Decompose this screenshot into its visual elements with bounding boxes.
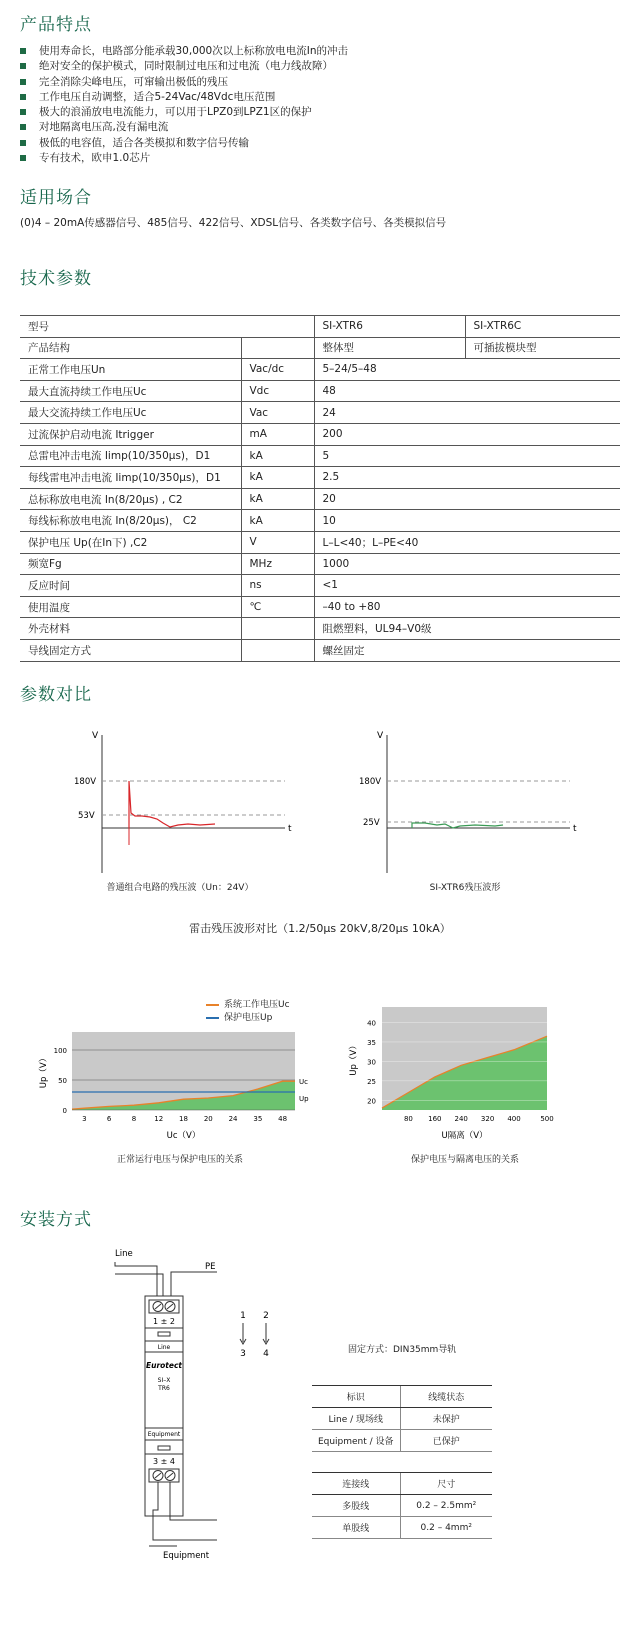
tag-line: Line bbox=[157, 1344, 171, 1351]
header-cell: SI-XTR6C bbox=[465, 316, 620, 338]
wave-right-level-180: 180V bbox=[359, 777, 382, 787]
pin-2: 2 bbox=[263, 1311, 269, 1321]
chart-uc-vs-up bbox=[30, 1020, 330, 1150]
x-tick-label: 35 bbox=[253, 1115, 263, 1123]
table-row: 每线雷电冲击电流 Iimp(10/350μs)，D1 kA 2.5 bbox=[20, 467, 620, 489]
table-row: 多股线 0.2 – 2.5mm² bbox=[312, 1495, 492, 1517]
list-item: 绝对安全的保护模式，同时限制过电压和过电流（电力线故障） bbox=[20, 59, 348, 74]
y-tick-label: 100 bbox=[53, 1047, 67, 1055]
header-cell bbox=[241, 316, 314, 338]
comparison-main-caption: 雷击残压波形对比（1.2/50μs 20kV,8/20μs 10kA） bbox=[189, 922, 451, 935]
spec-table bbox=[20, 315, 620, 662]
terminal-top-label: 1 ± 2 bbox=[153, 1317, 175, 1326]
legend-label-uc: 系统工作电压Uc bbox=[224, 1000, 290, 1010]
end-label-uc: Uc bbox=[299, 1078, 308, 1087]
wave-left-trace bbox=[129, 781, 215, 828]
legend-label-up: 保护电压Up bbox=[224, 1013, 273, 1023]
list-item: 对地隔离电压高,没有漏电流 bbox=[20, 120, 348, 135]
x-tick-label: 320 bbox=[480, 1115, 495, 1123]
table-header-row: 连接线 尺寸 bbox=[312, 1473, 492, 1495]
wave-right-diagram bbox=[345, 725, 590, 875]
table-row: 使用温度 ℃ –40 to +80 bbox=[20, 596, 620, 618]
wire-size-table bbox=[312, 1472, 492, 1539]
list-item: 极大的浪涌放电电流能力，可以用于LPZ0到LPZ1区的保护 bbox=[20, 105, 348, 120]
x-tick-label: 12 bbox=[154, 1115, 164, 1123]
wave-left-diagram bbox=[60, 725, 305, 875]
legend-swatch-uc bbox=[206, 1004, 219, 1006]
table-row: 过流保护启动电流 Itrigger mA 200 bbox=[20, 423, 620, 445]
x-tick-label: 500 bbox=[540, 1115, 554, 1123]
pin-4: 4 bbox=[263, 1349, 269, 1359]
list-item: 工作电压自动调整，适合5-24Vac/48Vdc电压范围 bbox=[20, 90, 348, 105]
y-tick-label: 40 bbox=[367, 1019, 376, 1028]
y-tick-label: 25 bbox=[367, 1077, 376, 1086]
x-axis-label: Uc（V） bbox=[166, 1131, 201, 1141]
list-item: 极低的电容值，适合各类模拟和数字信号传输 bbox=[20, 136, 348, 151]
y-tick-label: 50 bbox=[58, 1077, 67, 1085]
terminal-bottom-label: 3 ± 4 bbox=[153, 1457, 175, 1466]
features-title: 产品特点 bbox=[20, 15, 92, 35]
specs-title: 技术参数 bbox=[20, 269, 92, 289]
x-tick-label: 8 bbox=[131, 1115, 137, 1123]
wave-right-level-25: 25V bbox=[363, 818, 380, 828]
wave-left-caption: 普通组合电路的残压波（Un：24V） bbox=[106, 883, 254, 893]
wave-right-trace bbox=[412, 823, 503, 828]
table-row: 最大交流持续工作电压Uc Vac 24 bbox=[20, 402, 620, 424]
y-tick-label: 30 bbox=[367, 1058, 376, 1067]
applications-title: 适用场合 bbox=[20, 188, 92, 208]
table-row: 外壳材料 阻燃塑料，UL94–V0级 bbox=[20, 618, 620, 640]
comparison-title: 参数对比 bbox=[20, 685, 92, 705]
x-axis-label: U隔离（V） bbox=[441, 1131, 488, 1141]
end-label-up: Up bbox=[299, 1095, 309, 1103]
model-label-1: SI–X bbox=[157, 1377, 171, 1384]
brand-label: Eurotect bbox=[145, 1361, 183, 1370]
install-diagram bbox=[105, 1240, 235, 1570]
x-tick-label: 48 bbox=[278, 1115, 288, 1123]
pin-mapping bbox=[235, 1308, 285, 1360]
list-item: 完全消除尖峰电压，可窜输出极低的残压 bbox=[20, 75, 348, 90]
wave-right-yaxis: V bbox=[377, 731, 384, 741]
list-item: 专有技术，欧申1.0芯片 bbox=[20, 151, 348, 166]
table-header-row bbox=[20, 316, 620, 338]
table-row: Equipment / 设备 已保护 bbox=[312, 1430, 492, 1452]
x-tick-label: 18 bbox=[179, 1115, 188, 1123]
table-row: 总标称放电电流 In(8/20μs) , C2 kA 20 bbox=[20, 488, 620, 510]
table-row: 导线固定方式 螺丝固定 bbox=[20, 639, 620, 661]
x-tick-label: 400 bbox=[507, 1115, 521, 1123]
table-row: 正常工作电压Un Vac/dc 5–24/5–48 bbox=[20, 359, 620, 381]
y-axis-label: Up（V） bbox=[349, 1041, 359, 1076]
chart-up-vs-isolation bbox=[340, 995, 575, 1150]
legend-swatch-up bbox=[206, 1017, 219, 1019]
table-row: 反应时间 ns <1 bbox=[20, 575, 620, 597]
header-cell: SI-XTR6 bbox=[314, 316, 465, 338]
features-list bbox=[20, 44, 348, 166]
table-row: 总雷电冲击电流 Iimp(10/350μs)，D1 kA 5 bbox=[20, 445, 620, 467]
applications-text: (0)4 – 20mA传感器信号、485信号、422信号、XDSL信号、各类数字信号、各类模拟信号 bbox=[20, 217, 447, 229]
table-row: 单股线 0.2 – 4mm² bbox=[312, 1517, 492, 1539]
y-tick-label: 35 bbox=[367, 1038, 376, 1047]
header-cell: 型号 bbox=[20, 316, 241, 338]
table-row: 产品结构 整体型 可插拔模块型 bbox=[20, 337, 620, 359]
y-tick-label: 0 bbox=[62, 1107, 67, 1115]
x-tick-label: 6 bbox=[106, 1115, 112, 1123]
x-tick-label: 20 bbox=[203, 1115, 213, 1123]
pin-3: 3 bbox=[240, 1349, 246, 1359]
tag-equipment: Equipment bbox=[147, 1431, 181, 1438]
wave-left-level-180: 180V bbox=[74, 777, 97, 787]
x-tick-label: 80 bbox=[403, 1115, 413, 1123]
x-tick-label: 160 bbox=[428, 1115, 442, 1123]
table-row: Line / 现场线 未保护 bbox=[312, 1408, 492, 1430]
mount-text: 固定方式：DIN35mm导轨 bbox=[348, 1345, 457, 1355]
chart-right-caption: 保护电压与隔离电压的关系 bbox=[410, 1155, 519, 1165]
x-tick-label: 240 bbox=[454, 1115, 468, 1123]
table-row: 频宽Fg MHz 1000 bbox=[20, 553, 620, 575]
label-pe: PE bbox=[205, 1262, 216, 1272]
table-row: 最大直流持续工作电压Uc Vdc 48 bbox=[20, 380, 620, 402]
table-header-row: 标识 线缆状态 bbox=[312, 1386, 492, 1408]
x-tick-label: 3 bbox=[82, 1115, 87, 1123]
wave-right-caption: SI-XTR6残压波形 bbox=[429, 883, 501, 893]
chart-left-caption: 正常运行电压与保护电压的关系 bbox=[116, 1155, 243, 1165]
cable-status-table bbox=[312, 1385, 492, 1452]
label-line: Line bbox=[115, 1249, 133, 1259]
wave-left-xaxis: t bbox=[288, 824, 292, 834]
table-row: 保护电压 Up(在In下) ,C2 V L–L<40；L–PE<40 bbox=[20, 531, 620, 553]
wave-right-xaxis: t bbox=[573, 824, 577, 834]
install-title: 安装方式 bbox=[20, 1210, 92, 1230]
wave-left-level-53: 53V bbox=[78, 811, 95, 821]
table-row: 每线标称放电电流 In(8/20μs)， C2 kA 10 bbox=[20, 510, 620, 532]
pin-1: 1 bbox=[240, 1311, 246, 1321]
y-tick-label: 20 bbox=[367, 1097, 376, 1106]
x-tick-label: 24 bbox=[228, 1115, 238, 1123]
label-equipment: Equipment bbox=[163, 1551, 210, 1561]
wave-left-yaxis: V bbox=[92, 731, 99, 741]
model-label-2: TR6 bbox=[158, 1385, 170, 1392]
list-item: 使用寿命长，电路部分能承载30,000次以上标称放电电流In的冲击 bbox=[20, 44, 348, 59]
y-axis-label: Up（V） bbox=[39, 1053, 49, 1089]
